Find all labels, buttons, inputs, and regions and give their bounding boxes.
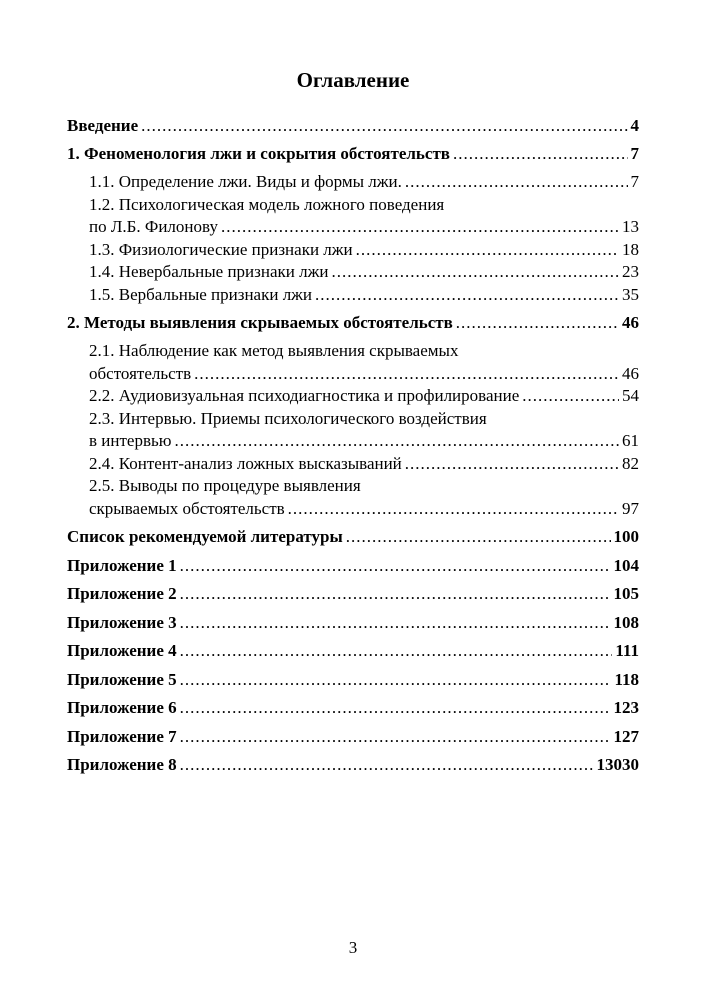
dot-leader [174,430,619,453]
toc-entry-line [89,171,639,194]
toc-entry-line [67,583,639,606]
toc-entry-page-number: 7 [630,172,639,191]
toc-entry[interactable] [67,726,639,749]
toc-entry-title: Приложение 1 [67,555,177,575]
toc-entry-page-number: 100 [613,527,639,547]
toc-entry-page-number: 54 [622,386,639,406]
dot-leader [331,261,619,284]
dot-leader [180,555,611,578]
toc-entry-line [67,754,639,777]
toc-entry-line [67,669,639,692]
toc-entry-page-number: 111 [615,641,639,661]
toc-entry-title: Приложение 3 [67,612,177,632]
toc-entry-title: 1.3. Физиологические признаки лжи [89,239,353,259]
toc-entry[interactable] [67,640,639,663]
toc-entry-line [89,498,639,521]
dot-leader [356,239,619,262]
toc-entry-page-number: 82 [622,453,639,473]
toc-entry-line [89,385,639,408]
toc-entry-line [67,726,639,749]
page-number: 3 [348,938,358,957]
toc-entry-page-number: 13 [622,217,639,236]
toc-entry-page-number: 13030 [596,755,639,775]
toc-entry-title-line1: 2.3. Интервью. Приемы психологического воздействия [89,408,487,428]
toc-entry[interactable] [67,697,639,720]
toc-entry-title: Введение [67,116,139,135]
toc-entry-line [89,216,639,239]
toc-entry-title-line1: 1.2. Психологическая модель ложного поведения [89,194,445,214]
toc-entry-title: 1.4. Невербальные признаки лжи [89,262,329,281]
dot-leader [180,726,611,749]
toc-entry[interactable] [67,408,639,453]
dot-leader [522,385,619,408]
toc-entry-line [67,312,639,335]
toc-entry[interactable] [67,284,639,307]
dot-leader [221,216,619,239]
toc-entry-page-number: 108 [613,612,639,632]
toc-entry[interactable] [67,143,639,166]
dot-leader [180,640,613,663]
toc-entry[interactable] [67,526,639,549]
table-of-contents [67,115,639,777]
toc-entry[interactable] [67,475,639,520]
toc-entry[interactable] [67,171,639,194]
toc-entry-title: Приложение 8 [67,755,177,775]
dot-leader [194,363,619,386]
toc-entry-title: Приложение 6 [67,698,177,718]
toc-entry-title: 1. Феноменология лжи и сокрытия обстоятельств [67,144,450,163]
toc-entry-line [67,555,639,578]
toc-entry-title: Приложение 5 [67,669,177,689]
toc-entry-title: 2.4. Контент-анализ ложных высказываний [89,453,402,473]
toc-entry[interactable] [67,583,639,606]
toc-entry-title: 1.1. Определение лжи. Виды и формы лжи. [89,172,402,191]
toc-entry[interactable] [67,194,639,239]
toc-entry-title: 1.5. Вербальные признаки лжи [89,284,313,304]
toc-entry-title: Приложение 7 [67,726,177,746]
toc-entry-title: Список рекомендуемой литературы [67,527,343,547]
toc-entry-title: в интервью [89,431,172,451]
toc-entry-page-number: 35 [622,284,639,304]
dot-leader [180,583,611,606]
toc-entry-line [67,115,639,138]
toc-entry-line [89,239,639,262]
toc-entry-page-number: 4 [630,116,639,135]
toc-entry-page-number: 23 [622,262,639,281]
toc-entry-title-line1: 2.5. Выводы по процедуре выявления [89,476,361,496]
toc-entry-line [67,143,639,166]
page-title: Оглавление [296,68,410,92]
toc-entry[interactable] [67,555,639,578]
dot-leader [180,697,611,720]
dot-leader [453,143,628,166]
toc-entry-line [67,640,639,663]
dot-leader [288,498,619,521]
dot-leader [180,754,594,777]
toc-entry-line [89,363,639,386]
dot-leader [456,312,619,335]
toc-entry-page-number: 123 [613,698,639,718]
dot-leader [346,526,611,549]
toc-entry-title: Приложение 2 [67,584,177,604]
toc-entry-line [67,697,639,720]
toc-entry[interactable] [67,669,639,692]
toc-entry-title: 2.2. Аудиовизуальная психодиагностика и профилирование [89,386,520,406]
toc-entry-title: обстоятельств [89,363,192,383]
toc-entry-page-number: 7 [630,144,639,163]
toc-entry-page-number: 105 [613,584,639,604]
toc-entry-page-number: 46 [622,313,639,333]
toc-entry[interactable] [67,453,639,476]
toc-entry-page-number: 61 [622,431,639,451]
toc-entry-page-number: 46 [622,363,639,383]
toc-entry-line [67,526,639,549]
toc-entry-title: 2. Методы выявления скрываемых обстоятельств [67,313,453,333]
dot-leader [141,115,627,138]
toc-entry-title-line1: 2.1. Наблюдение как метод выявления скрываемых [89,341,459,361]
toc-entry-line [89,261,639,284]
toc-entry[interactable] [67,312,639,335]
toc-entry[interactable] [67,239,639,262]
toc-entry[interactable] [67,385,639,408]
toc-entry-line [67,612,639,635]
toc-entry-page-number: 118 [614,669,639,689]
toc-entry[interactable] [67,261,639,284]
toc-entry-page-number: 104 [613,555,639,575]
toc-entry-page-number: 127 [613,726,639,746]
dot-leader [180,669,612,692]
dot-leader [405,453,619,476]
toc-entry[interactable] [67,612,639,635]
toc-entry-line [89,284,639,307]
toc-entry-title: Приложение 4 [67,641,177,661]
toc-entry-page-number: 18 [622,239,639,259]
dot-leader [180,612,611,635]
toc-entry[interactable] [67,754,639,777]
toc-entry-line [89,430,639,453]
dot-leader [315,284,619,307]
toc-entry-title: скрываемых обстоятельств [89,498,285,518]
toc-entry[interactable] [67,340,639,385]
toc-entry-page-number: 97 [622,498,639,518]
dot-leader [405,171,628,194]
toc-entry-line [89,453,639,476]
toc-entry[interactable] [67,115,639,138]
toc-entry-title: по Л.Б. Филонову [89,217,218,236]
